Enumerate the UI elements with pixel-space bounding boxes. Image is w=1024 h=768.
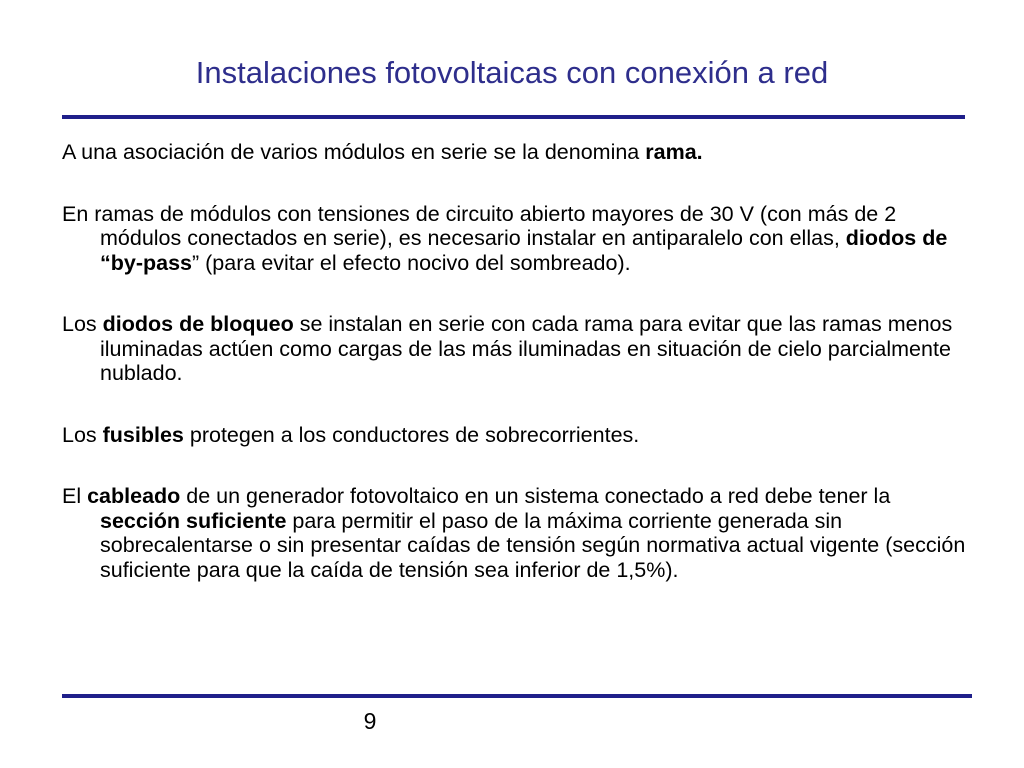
paragraph-text: protegen a los conductores de sobrecorrientes. <box>183 422 640 447</box>
page-number: 9 <box>363 708 377 734</box>
paragraph-text: para permitir el paso de la máxima corriente generada sin sobrecalentarse o sin presentar caídas de tensión según normativa actual vigente (sección suficiente para que la caída de tensión sea inferior de 1,5%). <box>100 508 966 582</box>
bold-term: rama. <box>645 140 703 164</box>
footer-divider <box>62 694 972 698</box>
paragraph-text: El <box>62 484 88 508</box>
slide-body <box>62 140 967 619</box>
paragraph-text: se instalan en serie con cada rama para evitar que las ramas menos iluminadas actúen como cargas de las más iluminadas en situación de cielo parcialmente nublado. <box>100 312 953 385</box>
bold-term: diodos de “by-pass <box>100 226 948 275</box>
bold-term: fusibles <box>102 422 184 447</box>
paragraph-text: A una asociación de varios módulos en serie se la denomina <box>62 140 646 164</box>
paragraph-fuses <box>62 423 967 448</box>
paragraph-text: En ramas de módulos con tensiones de circuito abierto mayores de 30 V (con más de 2 módulos conectados en serie), es necesario instalar en antiparalelo con ellas, <box>62 201 897 250</box>
bold-term: cableado <box>87 484 181 508</box>
paragraph-bypass-diodes <box>62 202 967 276</box>
paragraph-text: Los <box>62 422 103 447</box>
title-divider <box>62 115 965 119</box>
bold-term: diodos de bloqueo <box>102 312 294 336</box>
paragraph-text: Los <box>62 312 103 336</box>
paragraph-rama <box>62 140 967 165</box>
paragraph-text: ” (para evitar el efecto nocivo del sombreado). <box>192 250 631 275</box>
slide-title: Instalaciones fotovoltaicas con conexión a red <box>195 55 829 90</box>
bold-term: sección suficiente <box>100 508 287 533</box>
paragraph-blocking-diodes <box>62 312 967 386</box>
paragraph-text: de un generador fotovoltaico en un sistema conectado a red debe tener la <box>180 484 891 508</box>
paragraph-wiring <box>62 484 967 582</box>
